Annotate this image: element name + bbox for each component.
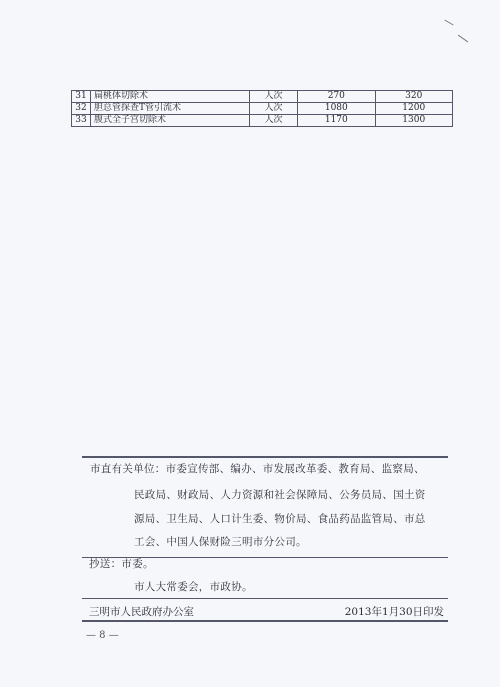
top-rule <box>82 456 448 458</box>
procedure-name: 胆总管探查T管引流术 <box>90 103 249 115</box>
divider <box>82 598 448 599</box>
procedure-name: 腹式全子宫切除术 <box>90 115 249 127</box>
table-row <box>72 115 453 127</box>
scan-mark <box>444 20 453 26</box>
distribution-line: 民政局、财政局、人力资源和社会保障局、公务员局、国土资 <box>134 489 426 501</box>
distribution-line: 市直有关单位：市委宣传部、编办、市发展改革委、教育局、监察局、 <box>90 463 425 475</box>
bottom-rule <box>82 620 448 622</box>
distribution-line: 源局、卫生局、人口计生委、物价局、食品药品监管局、市总 <box>134 513 426 525</box>
unit: 人次 <box>249 103 297 115</box>
table-row <box>72 103 453 115</box>
fee-table <box>71 90 453 127</box>
distribution-line: 工会、中国人保财险三明市分公司。 <box>134 536 307 548</box>
row-number: 33 <box>72 115 91 127</box>
price-1: 1170 <box>298 115 375 127</box>
row-number: 31 <box>72 91 91 103</box>
price-2: 320 <box>375 91 452 103</box>
scan-mark <box>458 35 468 43</box>
cc-line: 市人大常委会，市政协。 <box>134 581 253 593</box>
cc-line: 抄送：市委。 <box>89 558 154 570</box>
price-1: 270 <box>298 91 375 103</box>
price-2: 1300 <box>375 115 452 127</box>
price-1: 1080 <box>298 103 375 115</box>
row-number: 32 <box>72 103 91 115</box>
unit: 人次 <box>249 115 297 127</box>
issue-date: 2013年1月30日印发 <box>344 606 444 618</box>
procedure-name: 扁桃体切除术 <box>90 91 249 103</box>
price-2: 1200 <box>375 103 452 115</box>
page-number: — 8 — <box>86 630 119 641</box>
table-row <box>72 91 453 103</box>
issuer: 三明市人民政府办公室 <box>89 606 194 618</box>
unit: 人次 <box>249 91 297 103</box>
